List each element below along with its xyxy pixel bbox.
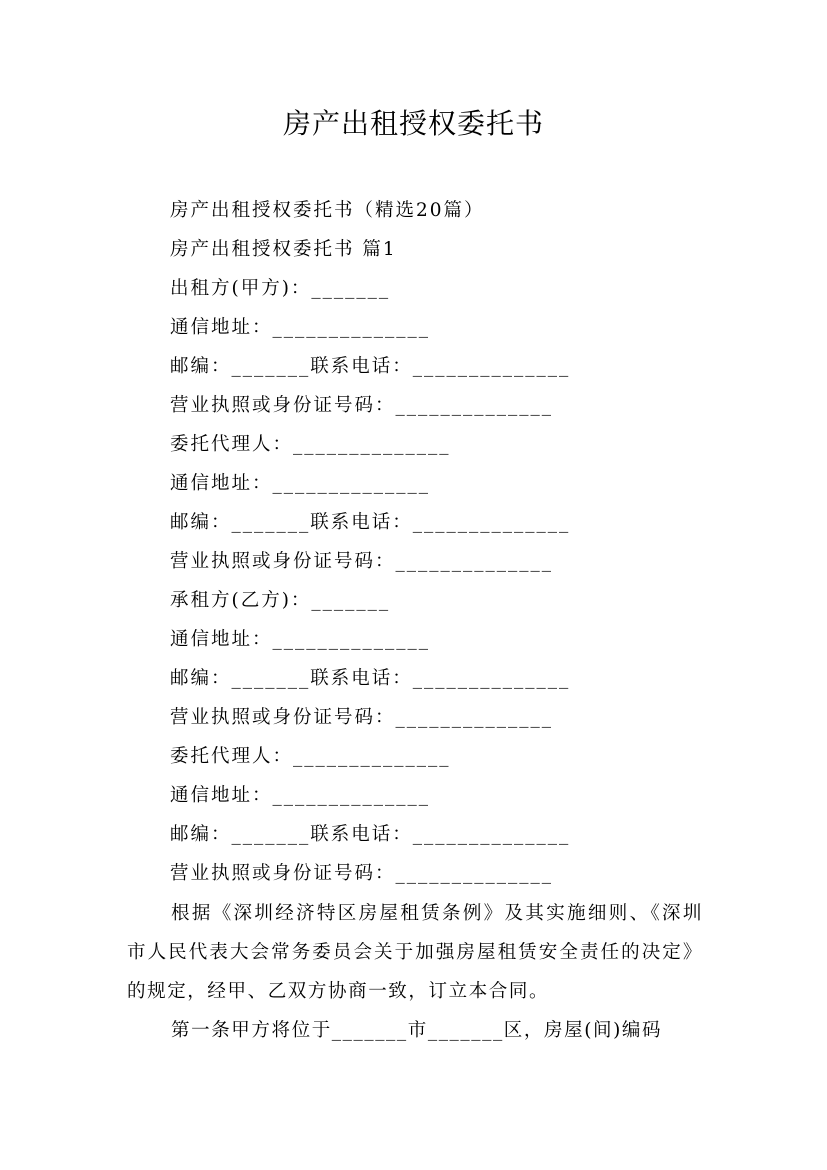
lessor-agent-address-line: 通信地址：______________ [170,473,431,494]
lessor-agent-postcode-phone-line: 邮编：_______联系电话：______________ [170,512,571,533]
lessor-postcode-phone-line: 邮编：_______联系电话：______________ [170,356,571,377]
lessor-id-line: 营业执照或身份证号码：______________ [170,395,554,416]
lessee-line: 承租方(乙方)：_______ [170,590,391,611]
lessee-agent-address-line: 通信地址：______________ [170,785,431,806]
form-lines [170,194,730,896]
document-title: 房产出租授权委托书 [282,107,544,140]
lessee-id-line: 营业执照或身份证号码：______________ [170,707,554,728]
subtitle-line: 房产出租授权委托书（精选20篇） [170,200,485,221]
lessee-agent-line: 委托代理人：______________ [170,746,451,767]
section-heading: 房产出租授权委托书 篇1 [170,239,397,260]
legal-basis-paragraph: 根据《深圳经济特区房屋租赁条例》及其实施细则、《深圳市人民代表大会常务委员会关于加强房屋租赁安全责任的决定》的规定，经甲、乙双方协商一致，订立本合同。 [127,903,703,1002]
lessor-agent-line: 委托代理人：______________ [170,434,451,455]
article-one-paragraph: 第一条甲方将位于_______市_______区，房屋(间)编码 [171,1020,663,1041]
lessee-address-line: 通信地址：______________ [170,629,431,650]
lessee-postcode-phone-line: 邮编：_______联系电话：______________ [170,668,571,689]
lessor-agent-id-line: 营业执照或身份证号码：______________ [170,551,554,572]
lessor-address-line: 通信地址：______________ [170,317,431,338]
lessee-agent-postcode-phone-line: 邮编：_______联系电话：______________ [170,824,571,845]
lessor-line: 出租方(甲方)：_______ [170,278,391,299]
lessee-agent-id-line: 营业执照或身份证号码：______________ [170,863,554,884]
